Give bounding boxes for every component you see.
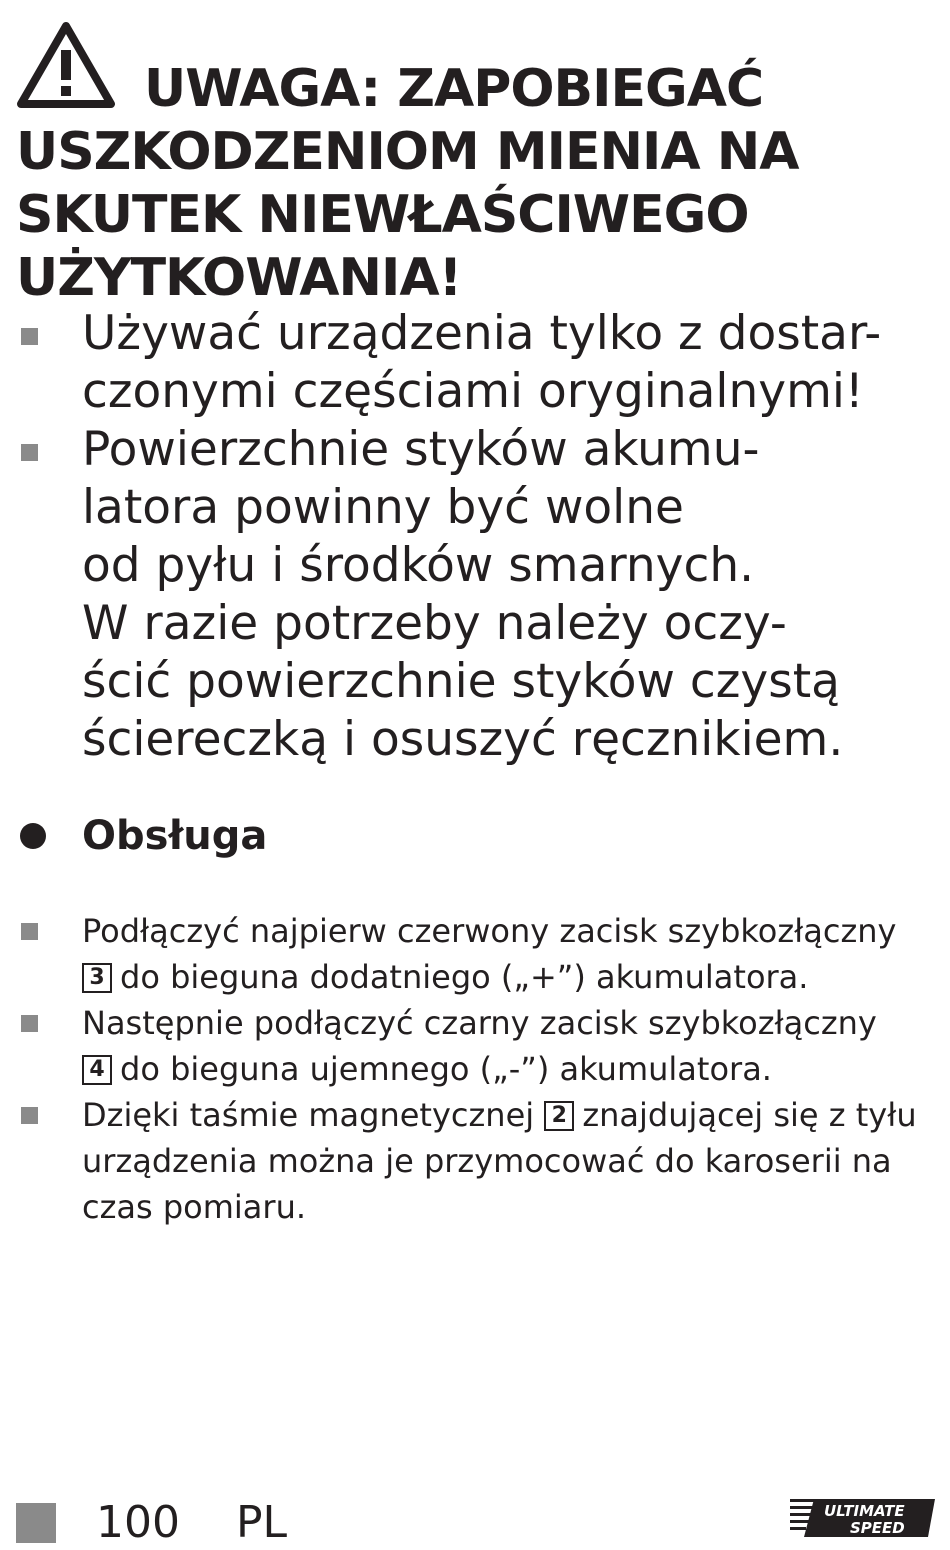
- text-line: Następnie podłączyć czarny zacisk szybkozłączny: [82, 1004, 877, 1042]
- square-bullet-icon: [21, 1107, 38, 1124]
- text-fragment: do bieguna dodatniego („+”) akumulatora.: [120, 958, 809, 996]
- logo-text-top: ULTIMATE: [824, 1502, 905, 1520]
- text-line: ścić powierzchnie styków czystą: [82, 654, 840, 709]
- brand-logo: [790, 1497, 935, 1541]
- square-bullet-icon: [21, 923, 38, 940]
- section-title: Obsługa: [82, 813, 268, 859]
- warning-item: [0, 305, 950, 421]
- text-line: czas pomiaru.: [82, 1188, 307, 1226]
- square-bullet-icon: [21, 1015, 38, 1032]
- part-reference-badge: 4: [82, 1055, 112, 1085]
- part-reference-badge: 3: [82, 963, 112, 993]
- text-line: latora powinny być wolne: [82, 480, 684, 535]
- part-reference-badge: 2: [544, 1101, 574, 1131]
- text-fragment: znajdującej się z tyłu: [582, 1096, 917, 1134]
- text-line: Używać urządzenia tylko z dostar-: [82, 306, 882, 361]
- text-fragment: do bieguna ujemnego („-”) akumulatora.: [120, 1050, 772, 1088]
- text-line: od pyłu i środków smarnych.: [82, 538, 755, 593]
- text-line: [82, 1046, 950, 1092]
- section-heading: [20, 808, 267, 864]
- warning-list: [0, 305, 950, 769]
- bullet-dot-icon: [20, 823, 46, 849]
- logo-text-bottom: SPEED: [850, 1519, 905, 1537]
- operation-item: [0, 908, 950, 1000]
- text-fragment: Dzięki taśmie magnetycznej: [82, 1096, 535, 1134]
- text-line: Powierzchnie styków akumu-: [82, 422, 760, 477]
- operation-list: [0, 908, 950, 1230]
- square-bullet-icon: [21, 328, 38, 345]
- text-line: ściereczką i osuszyć ręcznikiem.: [82, 712, 844, 767]
- text-line: [82, 954, 950, 1000]
- warning-triangle-icon: [16, 20, 116, 108]
- operation-item: [0, 1000, 950, 1092]
- text-line: Podłączyć najpierw czerwony zacisk szybkozłączny: [82, 912, 897, 950]
- square-bullet-icon: [21, 444, 38, 461]
- text-line: W razie potrzeby należy oczy-: [82, 596, 787, 651]
- warning-title: UWAGA: ZAPOBIEGAĆ USZKODZENIOM MIENIA NA SKUTEK NIEWŁAŚCIWEGO UŻYTKOWANIA!: [16, 59, 799, 308]
- operation-item: [0, 1092, 950, 1230]
- text-line: urządzenia można je przymocować do karoserii na: [82, 1142, 892, 1180]
- text-line: [82, 1092, 950, 1138]
- warning-block: [16, 20, 936, 310]
- footer-square-icon: [16, 1503, 56, 1543]
- text-line: czonymi częściami oryginalnymi!: [82, 364, 864, 419]
- language-code: PL: [236, 1497, 288, 1548]
- page-number: 100: [96, 1497, 180, 1548]
- warning-item: [0, 421, 950, 769]
